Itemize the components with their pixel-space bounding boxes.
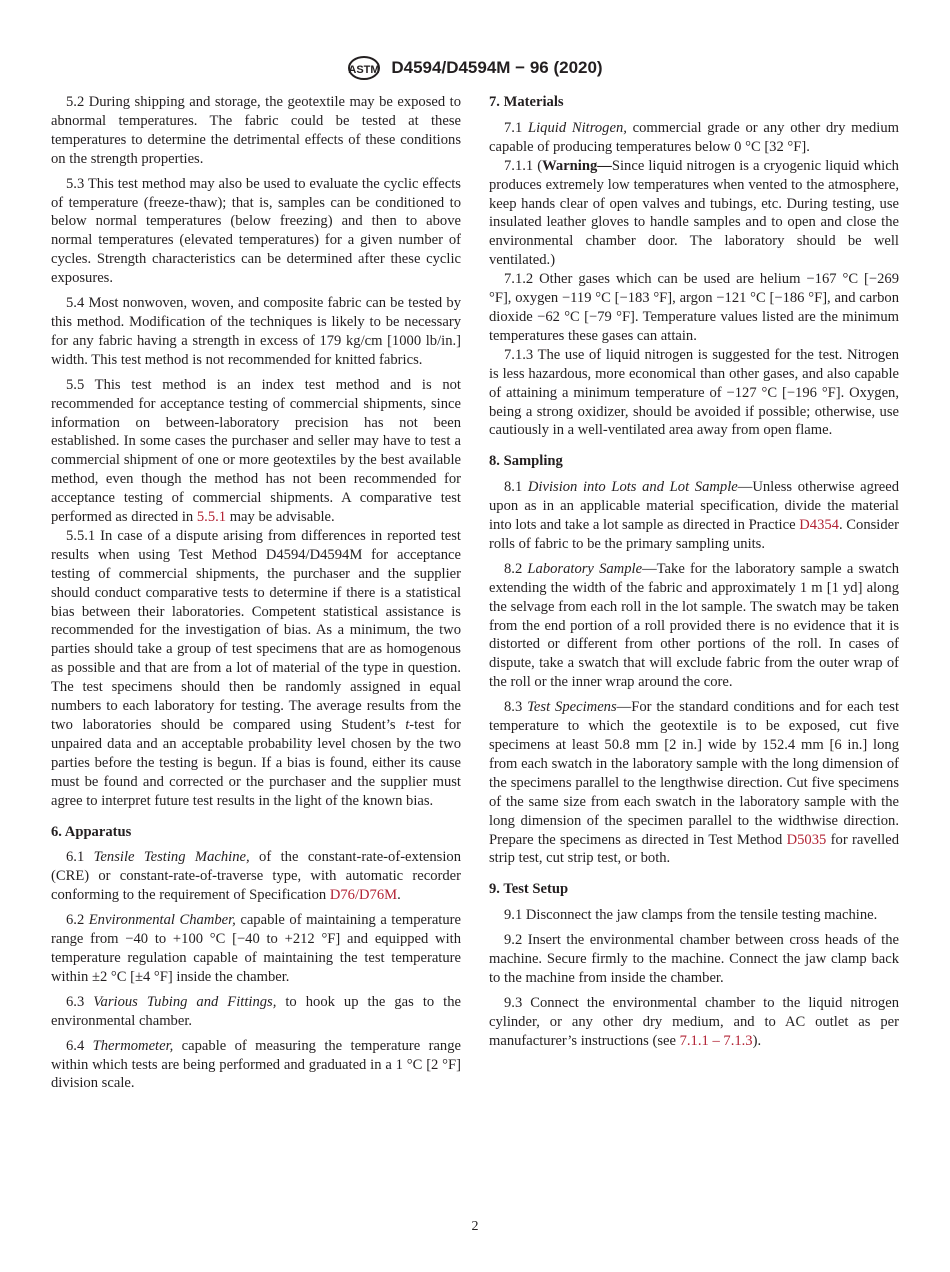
paragraph: [489, 931, 899, 988]
text: 5.2 During shipping and storage, the geotextile may be exposed to abnormal temperatures. The fabric could be tested at these temperatures to determine the detrimental effects of these conditions on the strength properties.: [51, 94, 461, 167]
svg-text:ASTM: ASTM: [348, 64, 380, 76]
paragraph: [51, 294, 461, 370]
text: for ravelled strip test, cut strip test, or both.: [489, 831, 900, 867]
italic-text: Division into Lots and Lot Sample: [527, 479, 738, 496]
page-number: 2: [471, 1219, 479, 1234]
text: . Consider rolls of fabric to be the primary sampling units.: [489, 517, 899, 552]
text: 8.3: [504, 699, 528, 716]
text: commercial grade or any other dry medium capable of producing temperatures below 0 °C [32 °F].: [489, 119, 900, 155]
cross-reference-link[interactable]: 5.5.1: [196, 509, 227, 526]
italic-text: Liquid Nitrogen,: [528, 119, 627, 136]
document-designation: D4594/D4594M − 96 (2020): [391, 58, 603, 77]
text: 9.3 Connect the environmental chamber to the liquid nitrogen cylinder, or any other dry medium, and to AC outlet as per manufacturer’s instructions (see: [489, 994, 899, 1049]
text: 7.1.2 Other gases which can be used are helium −167 °C [−269 °F], oxygen −119 °C [−183 °F], argon −121 °C [−186 °F], and carbon dioxide −62 °C [−79 °F]. Temperature values listed are the minimum temperatures these gases can attain.: [489, 271, 899, 344]
text: 7.1.3 The use of liquid nitrogen is suggested for the test. Nitrogen is less hazardous, more economical than other gases, and also capable of attaining a minimum temperature of −127 °C [−196 °F]. Oxygen, being a strong oxidizer, should be avoided if possible; otherwise, use cautiously in a well-ventilated area away from open flame.: [489, 346, 899, 439]
italic-text: Tensile Testing Machine,: [93, 849, 250, 866]
paragraph: [51, 911, 461, 987]
text: to hook up the gas to the environmental chamber.: [51, 993, 462, 1029]
paragraph: [489, 994, 899, 1051]
italic-text: t: [405, 717, 410, 733]
section-heading: 7. Materials: [489, 94, 564, 110]
italic-text: Environmental Chamber,: [88, 912, 236, 929]
text: may be advisable.: [226, 509, 335, 526]
paragraph: [489, 270, 899, 346]
text: 5.4 Most nonwoven, woven, and composite fabric can be tested by this method. Modification of the techniques is likely to be necessary for any fabric having a strength in excess of 179 kg/cm [1000 lb/in.] width. This test method is not recommended for knitted fabrics.: [51, 295, 461, 368]
text: 5.3 This test method may also be used to evaluate the cyclic effects of temperature (freeze-thaw); that is, samples can be conditioned to below normal temperatures (below freezing) and then to above normal temperatures (elevated temperatures) for a given number of cycles. Strength characteristics can be determined after these cyclic exposures.: [51, 175, 461, 287]
text: 9.1 Disconnect the jaw clamps from the tensile testing machine.: [504, 907, 878, 924]
text: capable of measuring the temperature range within which tests are being performed and graduated in a 1 °C [2 °F] division scale.: [51, 1037, 461, 1092]
text: 6.2: [66, 912, 89, 929]
text: —Unless otherwise agreed upon as in an applicable material specification, divide the material into lots and take a lot sample as directed in Practice: [489, 479, 899, 534]
text: 8.2: [504, 560, 528, 577]
text: 5.5 This test method is an index test method and is not recommended for acceptance testing of commercial shipments, since information on between-laboratory precision has not been established. In some cases the purchaser and seller may have to test a commercial shipment of one or more geotextiles by the best available method, even though the method has not been recommended for acceptance testing of commercial shipments. A comparative test performed as directed in: [51, 376, 461, 526]
paragraph: [51, 376, 461, 527]
text: capable of maintaining a temperature range from −40 to +100 °C [−40 to +212 °F] and equipped with temperature regulation capable of maintaining the test temperature within ±2 °C [±4 °F] inside the chamber.: [51, 912, 461, 985]
paragraph: [489, 698, 899, 868]
text: 5.5.1 In case of a dispute arising from differences in reported test results when using Test Method D4594/D4594M for acceptance testing of commercial shipments, the purchaser and the supplier should conduct comparative tests to determine if there is a statistical bias between their laboratories. Competent statistical assistance is recommended for the investigation of bias. As a minimum, the two parties should take a group of test specimens that are as homogenous as possible and that are from a lot of material of the type in question. The test specimens should then be randomly assigned in equal numbers to each laboratory for testing. The average results from the two laboratories should be compared using Student’s: [51, 527, 461, 733]
text: 6.4: [66, 1037, 93, 1054]
italic-text: Various Tubing and Fittings,: [93, 993, 277, 1010]
text: 9.2 Insert the environmental chamber between cross heads of the machine. Secure firmly to the machine. Connect the jaw clamp back to the machine from inside the chamber.: [489, 932, 899, 986]
paragraph: [51, 93, 461, 169]
text: ).: [752, 1032, 762, 1049]
text: 6.1: [66, 849, 94, 866]
cross-reference-link[interactable]: D5035: [786, 831, 827, 848]
astm-logo-icon: [347, 55, 381, 81]
text: 7.1.1 (: [504, 157, 543, 174]
italic-text: Test Specimens: [527, 699, 617, 716]
text: —Take for the laboratory sample a swatch extending the width of the fabric and approximately 1 m [1 yd] along the selvage from each roll in the lot sample. The swatch may be taken from the end portion of a roll provided there is no evidence that it is distorted or different from other portions of the roll. In cases of dispute, take a swatch that will exclude fabric from the outer wrap of the roll or the inner wrap around the core.: [489, 560, 900, 691]
paragraph: [489, 478, 899, 554]
italic-text: Thermometer,: [92, 1037, 174, 1054]
cross-reference-link[interactable]: D76/D76M: [329, 887, 398, 904]
text: 8.1: [504, 479, 528, 496]
italic-text: Laboratory Sample: [527, 560, 643, 577]
cross-reference-link[interactable]: D4354: [799, 517, 839, 534]
paragraph: [51, 527, 461, 811]
section-heading: 9. Test Setup: [489, 881, 569, 898]
right-column: [489, 93, 899, 1057]
paragraph: [51, 993, 461, 1031]
text: —For the standard conditions and for each test temperature to which the geotextile is to be exposed, cut five specimens at least 50.8 mm [2 in.] wide by 152.4 mm [6 in.] long from each swatch in the laboratory sample with the long dimension of the specimens parallel to the lengthwise direction. Cut five specimens of the same size from each swatch in the laboratory sample with the long dimension of the specimen parallel to the widthwise direction. Prepare the specimens as directed in Test Method: [489, 699, 900, 848]
text: 7.1: [504, 119, 529, 136]
bold-text: Warning—: [542, 157, 612, 174]
section-heading: 6. Apparatus: [51, 823, 132, 840]
paragraph: [489, 119, 899, 157]
text: Since liquid nitrogen is a cryogenic liquid which produces extremely low temperatures when vented to the atmosphere, keep hands clear of open valves and tubings, etc. During testing, use insulated leather gloves to handle samples and to open and close the environmental chamber door. The laboratory should be well ventilated.): [489, 157, 899, 269]
paragraph: [489, 157, 899, 270]
paragraph: [51, 1037, 461, 1094]
page-header: [0, 55, 950, 81]
cross-reference-link[interactable]: 7.1.1 – 7.1.3: [679, 1032, 753, 1049]
text: 6.3: [66, 993, 94, 1010]
text: -test for unpaired data and an acceptable probability level chosen by the two parties before the testing is begun. If a bias is found, either its cause must be found and corrected or the purchaser and the supplier must agree to interpret future test results in the light of the known bias.: [51, 717, 461, 809]
paragraph: [489, 906, 899, 925]
text: .: [397, 887, 401, 904]
left-column: [51, 93, 461, 1099]
text: of the constant-rate-of-extension (CRE) or constant-rate-of-traverse type, with automatic recorder conforming to the requirement of Specification: [51, 849, 461, 904]
paragraph: [51, 175, 461, 288]
paragraph: [51, 848, 461, 905]
paragraph: [489, 346, 899, 441]
section-heading: 8. Sampling: [489, 453, 563, 470]
paragraph: [489, 560, 899, 692]
